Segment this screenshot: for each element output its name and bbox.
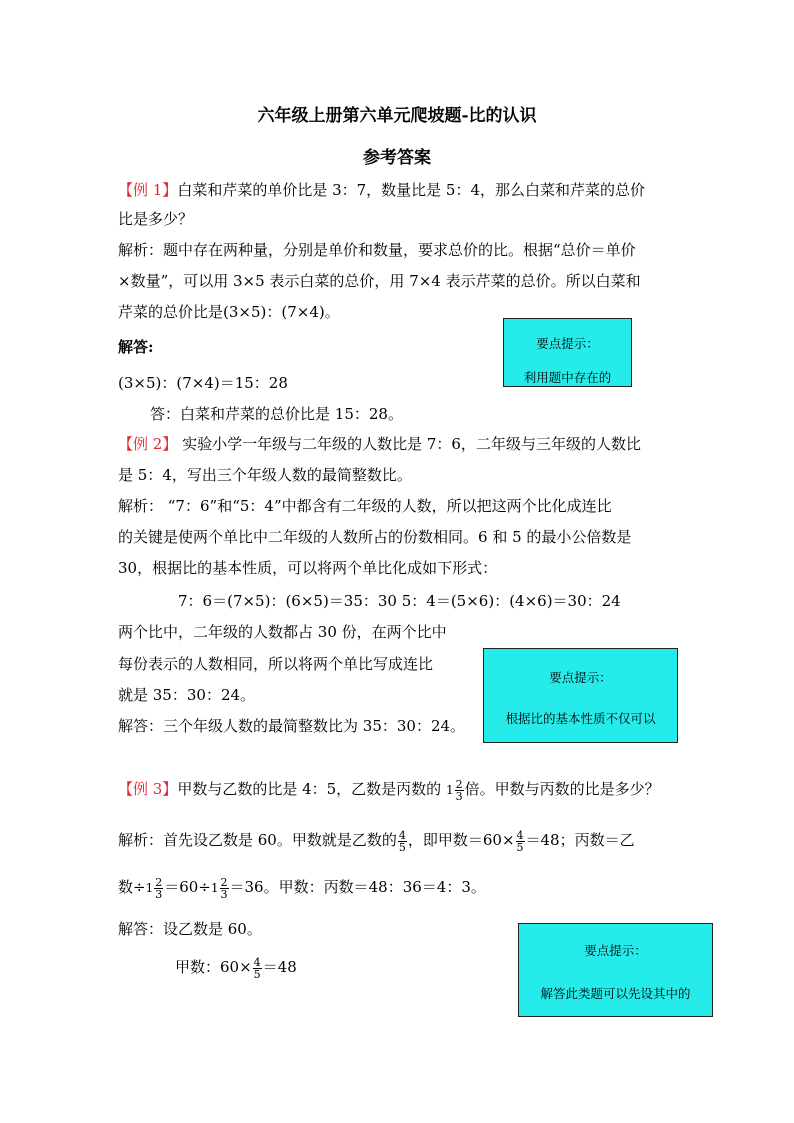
example-3-tag: 【例 3】 (118, 780, 178, 798)
document-subtitle: 参考答案 (363, 148, 431, 168)
example-1-analysis: 解析：题中存在两种量，分别是单价和数量，要求总价的比。根据“总价＝单价 (118, 241, 636, 259)
mixed-number-whole: 1 (445, 783, 454, 797)
fraction: $\frac{4}{5}$ (253, 955, 261, 981)
example-2-analysis-cont: 的关键是使两个单比中二年级的人数所占的份数相同。6 和 5 的最小公倍数是 (118, 528, 632, 546)
example-2-formula: 7：6＝(7×5)：(6×5)＝35：30 5：4＝(5×6)：(4×6)＝30：24 (178, 592, 621, 610)
example-1-calculation: (3×5)：(7×4)＝15：28 (118, 374, 288, 392)
example-1-analysis-end: 芹菜的总价比是(3×5)：(7×4)。 (118, 303, 340, 321)
example-2-analysis-end: 就是 35：30：24。 (118, 686, 256, 704)
example-2-question-cont: 是 5：4，写出三个年级人数的最简整数比。 (118, 466, 412, 484)
document-title: 六年级上册第六单元爬坡题-比的认识 (257, 106, 537, 126)
hint-title: 要点提示： (536, 336, 599, 351)
fraction: $\frac{4}{5}$ (516, 828, 524, 854)
example-1-tag: 【例 1】 (118, 181, 178, 199)
example-2-analysis-cont3: 两个比中，二年级的人数都占 30 份，在两个比中 (118, 623, 447, 641)
example-1-question: 【例 1】白菜和芹菜的单价比是 3：7，数量比是 5：4，那么白菜和芹菜的总价 (118, 181, 646, 199)
example-1-final-answer: 答：白菜和芹菜的总价比是 15：28。 (150, 405, 403, 423)
example-1-hint-box (503, 318, 632, 387)
example-3-analysis: 解析：首先设乙数是 60。甲数就是乙数的 $\frac{4}{5}$ ，即甲数＝60× $\frac{4}{5}$ ＝48；丙数＝乙 (118, 828, 635, 854)
example-3-calculation: 甲数：60× $\frac{4}{5}$ ＝48 (175, 955, 297, 981)
fraction: $\frac{2}{3}$ (220, 875, 228, 901)
example-2-analysis: 解析： “7：6”和“5：4”中都含有二年级的人数，所以把这两个比化成连比 (118, 497, 612, 515)
fraction: $\frac{2}{3}$ (455, 777, 463, 803)
hint-body: 利用题中存在的 (523, 370, 612, 385)
example-3-hint-box (518, 923, 713, 1017)
example-1-answer-label: 解答: (118, 338, 154, 356)
example-2-answer: 解答：三个年级人数的最简整数比为 35：30：24。 (118, 717, 466, 735)
example-2-question: 【例 2】 实验小学一年级与二年级的人数比是 7：6，二年级与三年级的人数比 (118, 435, 641, 453)
example-2-tag: 【例 2】 (118, 435, 178, 453)
example-3-analysis-cont: 数÷1 $\frac{2}{3}$ ＝60÷1 $\frac{2}{3}$ ＝36。甲数：丙数＝48：36＝4：3。 (118, 875, 486, 901)
example-2-hint-box (483, 648, 678, 743)
hint-body: 解答此类题可以先设其中的 (540, 986, 691, 1001)
fraction: $\frac{2}{3}$ (155, 875, 163, 901)
example-1-question-cont: 比是多少？ (118, 210, 194, 228)
hint-body: 根据比的基本性质不仅可以 (505, 711, 656, 726)
fraction: $\frac{4}{5}$ (398, 828, 406, 854)
mixed-number-whole: 1 (145, 881, 154, 895)
example-2-analysis-cont2: 30，根据比的基本性质，可以将两个单比化成如下形式： (118, 559, 498, 577)
hint-title: 要点提示： (549, 670, 612, 685)
mixed-number-whole: 1 (210, 881, 219, 895)
hint-title: 要点提示： (584, 943, 647, 958)
example-1-analysis-cont: ×数量”，可以用 3×5 表示白菜的总价，用 7×4 表示芹菜的总价。所以白菜和 (118, 272, 641, 290)
example-2-analysis-cont4: 每份表示的人数相同，所以将两个单比写成连比 (118, 655, 434, 673)
example-3-answer-label: 解答：设乙数是 60。 (118, 920, 262, 938)
example-3-question: 【例 3】甲数与乙数的比是 4：5，乙数是丙数的 1 $\frac{2}{3}$ 倍。甲数与丙数的比是多少？ (118, 777, 660, 803)
